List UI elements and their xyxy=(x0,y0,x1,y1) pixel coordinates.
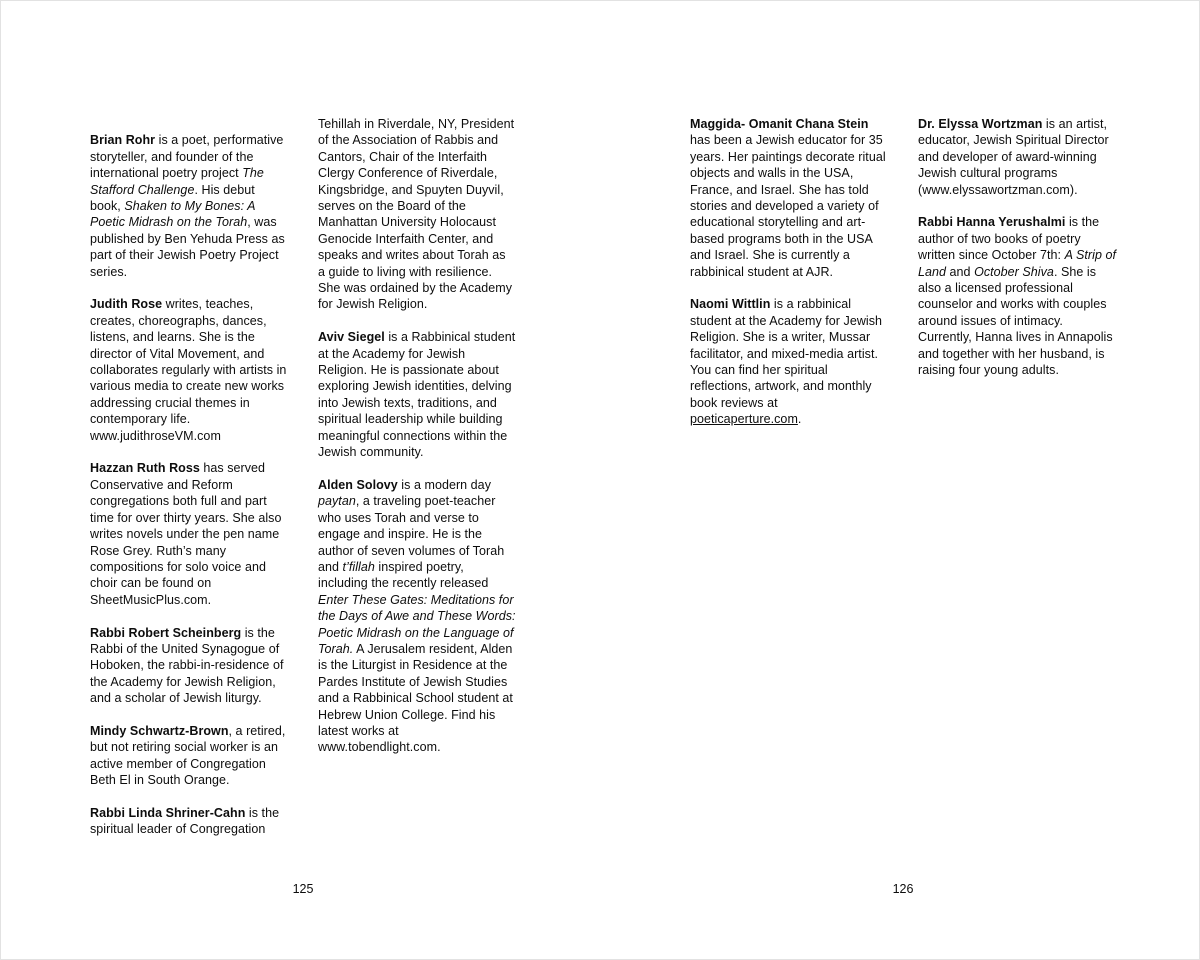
link-text[interactable]: poeticaperture.com xyxy=(690,412,798,427)
bio-paragraph xyxy=(690,296,888,427)
bio-column xyxy=(918,116,1116,395)
bio-text: October Shiva xyxy=(974,264,1054,279)
contributor-name: Rabbi Hanna Yerushalmi xyxy=(918,215,1066,230)
bio-paragraph xyxy=(90,132,288,280)
contributor-name: Alden Solovy xyxy=(318,477,398,492)
bio-text: A Strip of Land xyxy=(918,248,1117,279)
bio-column xyxy=(690,116,888,444)
bio-text: . She is also a licensed professional counselor and works with couples around issues of intimacy. Currently, Hanna lives in Annapolis and together with her husband, is raising four young adults. xyxy=(918,264,1113,378)
contributor-name: Aviv Siegel xyxy=(318,330,385,345)
bio-paragraph xyxy=(690,116,888,280)
bio-paragraph xyxy=(90,625,288,707)
bio-paragraph xyxy=(918,214,1116,378)
bio-text: . xyxy=(797,412,802,427)
contributor-name: Dr. Elyssa Wortzman xyxy=(918,117,1043,131)
contributor-name: Brian Rohr xyxy=(90,133,156,148)
bio-text: The Stafford Challenge xyxy=(90,166,264,197)
bio-paragraph xyxy=(918,116,1116,198)
bio-column xyxy=(318,116,516,772)
bio-text: has served Conservative and Reform congregations both full and part time for over thirty years. She also writes novels under the pen name Rose Grey. Ruth’s many compositions for solo voice and choir can be found on SheetMusicPlus.com. xyxy=(90,461,282,607)
bio-text: is an artist, educator, Jewish Spiritual Director and developer of award-winning Jewish cultural programs (www.elyssawortzman.com). xyxy=(918,117,1109,197)
bio-text: t’fillah xyxy=(342,559,375,574)
bio-text: is a poet, performative storyteller, and founder of the international poetry project xyxy=(90,133,284,181)
contributor-name: Rabbi Linda Shriner-Cahn xyxy=(90,805,246,820)
contributor-name: Hazzan Ruth Ross xyxy=(90,461,200,476)
bio-paragraph xyxy=(318,477,516,756)
bio-paragraph xyxy=(90,723,288,789)
bio-paragraph xyxy=(90,296,288,444)
page-number: 125 xyxy=(292,882,314,896)
bio-text: , a traveling poet-teacher who uses Torah and verse to engage and inspire. He is the author of seven volumes of Torah and xyxy=(318,494,505,574)
bio-text: inspired poetry, including the recently released xyxy=(318,559,489,591)
bio-text: writes, teaches, creates, choreographs, dances, listens, and learns. She is the director of Vital Movement, and collaborates regularly with artists in various media to create new works addressing crucial themes in contemporary life. www.judithroseVM.com xyxy=(90,297,287,443)
bio-text: paytan xyxy=(318,494,356,509)
bio-text: is a modern day xyxy=(397,477,491,492)
bio-text: , a retired, but not retiring social worker is an active member of Congregation Beth El in South Orange. xyxy=(90,723,286,788)
bio-text: is the author of two books of poetry written since October 7th: xyxy=(918,215,1100,263)
bio-paragraph xyxy=(318,329,516,460)
contributor-name: Rabbi Robert Scheinberg xyxy=(90,625,242,640)
bio-text: A Jerusalem resident, Alden is the Liturgist in Residence at the Pardes Institute of Jewish Studies and a Rabbinical School student at Hebrew Union College. Find his latest works at www.tobendlight.com. xyxy=(318,641,513,755)
bio-text: is the Rabbi of the United Synagogue of Hoboken, the rabbi-in-residence of the Academy for Jewish Religion, and a scholar of Jewish liturgy. xyxy=(90,625,284,706)
bio-text: is the spiritual leader of Congregation xyxy=(90,805,280,837)
bio-text: has been a Jewish educator for 35 years. Her paintings decorate ritual objects and walls in the USA, France, and Israel. She has told stories and developed a variety of educational storytelling and art-based programs both in the USA and Israel. She is currently a rabbinical student at AJR. xyxy=(690,133,886,279)
bio-text: Tehillah in Riverdale, NY, President of the Association of Rabbis and Cantors, Chair of the Interfaith Clergy Conference of Riverdale, Kingsbridge, and Spuyten Duyvil, serves on the Board of the Manhattan University Holocaust Genocide Interfaith Center, and speaks and writes about Torah as a guide to living with resilience. She was ordained by the Academy for Jewish Religion. xyxy=(318,117,515,312)
bio-text: is a rabbinical student at the Academy for Jewish Religion. She is a writer, Mussar facilitator, and mixed-media artist. You can find her spiritual reflections, artwork, and monthly book reviews at xyxy=(690,297,883,410)
contributor-name: Mindy Schwartz-Brown xyxy=(90,723,229,738)
contributor-name: Judith Rose xyxy=(90,297,163,312)
contributor-name: Naomi Wittlin xyxy=(690,297,771,312)
bio-text: , was published by Ben Yehuda Press as part of their Jewish Poetry Project series. xyxy=(90,215,285,279)
bio-text: Enter These Gates: Meditations for the Days of Awe and These Words: Poetic Midrash on the Language of Torah. xyxy=(318,592,516,656)
bio-paragraph xyxy=(318,116,516,313)
bio-text: and xyxy=(946,264,975,279)
bio-text: . His debut book, xyxy=(90,182,255,214)
bio-paragraph xyxy=(90,805,288,838)
bio-text: Shaken to My Bones: A Poetic Midrash on the Torah xyxy=(90,199,256,230)
page-126 xyxy=(600,0,1200,960)
bio-text: is a Rabbinical student at the Academy for Jewish Religion. He is passionate about exploring Jewish identities, delving into Jewish texts, traditions, and spiritual leadership while building meaningful connections within the Jewish community. xyxy=(318,330,516,460)
page-number: 126 xyxy=(892,882,914,896)
bio-column xyxy=(90,116,288,854)
bio-paragraph xyxy=(90,460,288,608)
contributor-name: Maggida- Omanit Chana Stein xyxy=(690,117,869,131)
